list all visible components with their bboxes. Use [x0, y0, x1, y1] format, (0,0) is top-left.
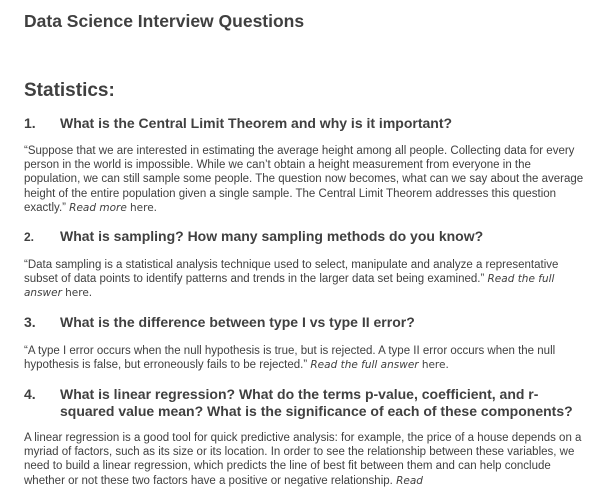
read-more-link[interactable]: Read more	[69, 201, 127, 214]
question-number: 3.	[24, 314, 36, 330]
question-text: What is the Central Limit Theorem and why is it important?	[60, 115, 453, 131]
answer-text: “Suppose that we are interested in estimating the average height among all people. Collecting data for every person in the world is impossible. While we can’t obtain a height measurement from everyone in the population, we can still sample some people. The question now becomes, what can we say about the average height of the entire population given a single sample. The Central Limit Theorem addresses this question exactly.”	[24, 145, 584, 214]
read-link[interactable]: Read	[396, 474, 423, 487]
answer-2	[24, 258, 586, 301]
question-text: What is sampling? How many sampling methods do you know?	[60, 228, 484, 244]
here-link[interactable]: here.	[130, 201, 157, 214]
question-number: 4.	[24, 386, 36, 402]
here-link[interactable]: here.	[65, 287, 93, 300]
question-1-heading	[24, 115, 586, 132]
question-4-heading	[24, 386, 586, 420]
section-heading-statistics: Statistics:	[24, 80, 115, 101]
answer-3	[24, 344, 586, 372]
question-text: What is the difference between type I vs type II error?	[60, 314, 415, 330]
read-full-answer-link[interactable]: Read the full answer	[24, 273, 555, 300]
question-3-heading	[24, 314, 586, 331]
question-text: What is linear regression? What do the terms p-value, coefficient, and r-squared value mean? What is the significance of each of these components?	[60, 386, 573, 419]
here-link[interactable]: here.	[421, 359, 449, 372]
answer-4	[24, 431, 586, 488]
question-number: 2.	[24, 230, 35, 244]
answer-text: “Data sampling is a statistical analysis technique used to select, manipulate and analyze a representative subset of data points to identify patterns and trends in the larger data set being examined.”	[24, 259, 559, 286]
answer-1	[24, 144, 586, 215]
answer-text: “A type I error occurs when the null hypothesis is true, but is rejected. A type II error occurs when the null hypothesis is false, but erroneously fails to be rejected.”	[24, 345, 556, 372]
question-2-heading	[24, 228, 586, 245]
read-full-answer-link[interactable]: Read the full answer	[310, 359, 419, 372]
document-title: Data Science Interview Questions	[24, 11, 305, 31]
question-number: 1.	[24, 115, 36, 131]
answer-text: A linear regression is a good tool for quick predictive analysis: for example, the price of a house depends on a myriad of factors, such as its size or its location. In order to see the relationship between these variables, we need to build a linear regression, which predicts the line of best fit between them and can help conclude whether or not these two factors have a positive or negative relationship.	[24, 432, 582, 487]
